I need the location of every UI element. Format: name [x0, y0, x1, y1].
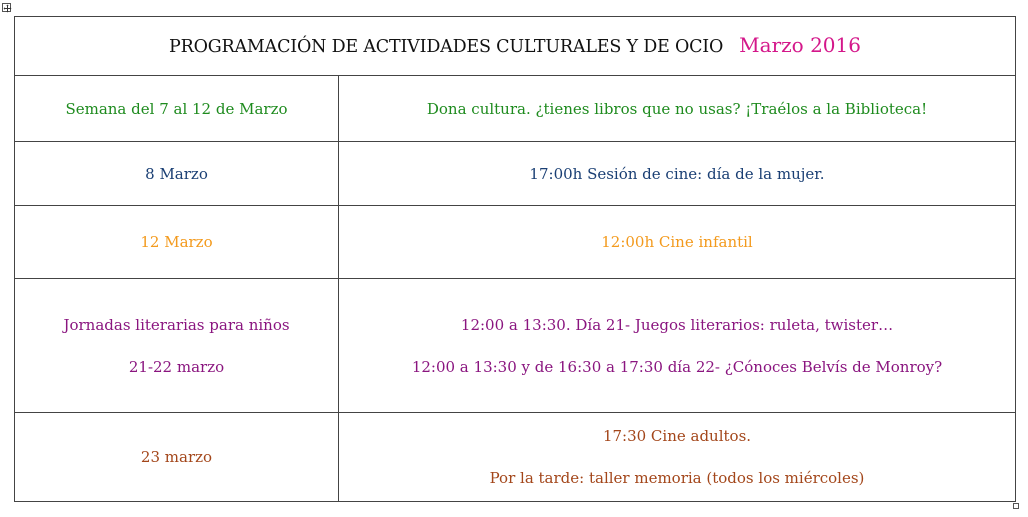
date-cell[interactable] [15, 413, 339, 502]
table-resize-handle-icon[interactable] [1013, 503, 1019, 509]
date-text: 8 Marzo [145, 164, 208, 183]
activity-text: 12:00 a 13:30 y de 16:30 a 17:30 día 22- ¿Cónoces Belvís de Monroy? [411, 357, 943, 376]
activity-cell[interactable] [339, 76, 1016, 142]
table-row [15, 413, 1016, 502]
activity-text: Dona cultura. ¿tienes libros que no usas? ¡Traélos a la Biblioteca! [426, 99, 928, 118]
activity-cell[interactable] [339, 142, 1016, 206]
title-cell[interactable] [15, 17, 1016, 76]
date-text: 21-22 marzo [128, 357, 225, 376]
title-row [15, 17, 1016, 76]
month-label: Marzo 2016 [739, 33, 861, 57]
activity-text: 17:30 Cine adultos. [602, 427, 752, 445]
activities-table [14, 16, 1016, 502]
table-row [15, 279, 1016, 413]
activity-text: 12:00h Cine infantil [601, 233, 753, 251]
table-row [15, 206, 1016, 279]
table-row [15, 142, 1016, 206]
activity-text: Por la tarde: taller memoria (todos los miércoles) [489, 469, 865, 487]
date-text: 12 Marzo [140, 233, 213, 251]
table-row [15, 76, 1016, 142]
page-title: PROGRAMACIÓN DE ACTIVIDADES CULTURALES Y DE OCIO [169, 37, 724, 57]
date-cell[interactable] [15, 76, 339, 142]
activity-cell[interactable] [339, 279, 1016, 413]
activity-cell[interactable] [339, 206, 1016, 279]
date-text: 23 marzo [140, 448, 213, 466]
date-text: Semana del 7 al 12 de Marzo [65, 99, 288, 118]
date-cell[interactable] [15, 142, 339, 206]
activity-cell[interactable] [339, 413, 1016, 502]
date-cell[interactable] [15, 279, 339, 413]
date-text: Jornadas literarias para niños [63, 315, 290, 334]
activity-text: 17:00h Sesión de cine: día de la mujer. [529, 164, 825, 183]
table-move-handle-icon[interactable] [2, 3, 11, 12]
date-cell[interactable] [15, 206, 339, 279]
activity-text: 12:00 a 13:30. Día 21- Juegos literarios: ruleta, twister… [460, 315, 894, 334]
